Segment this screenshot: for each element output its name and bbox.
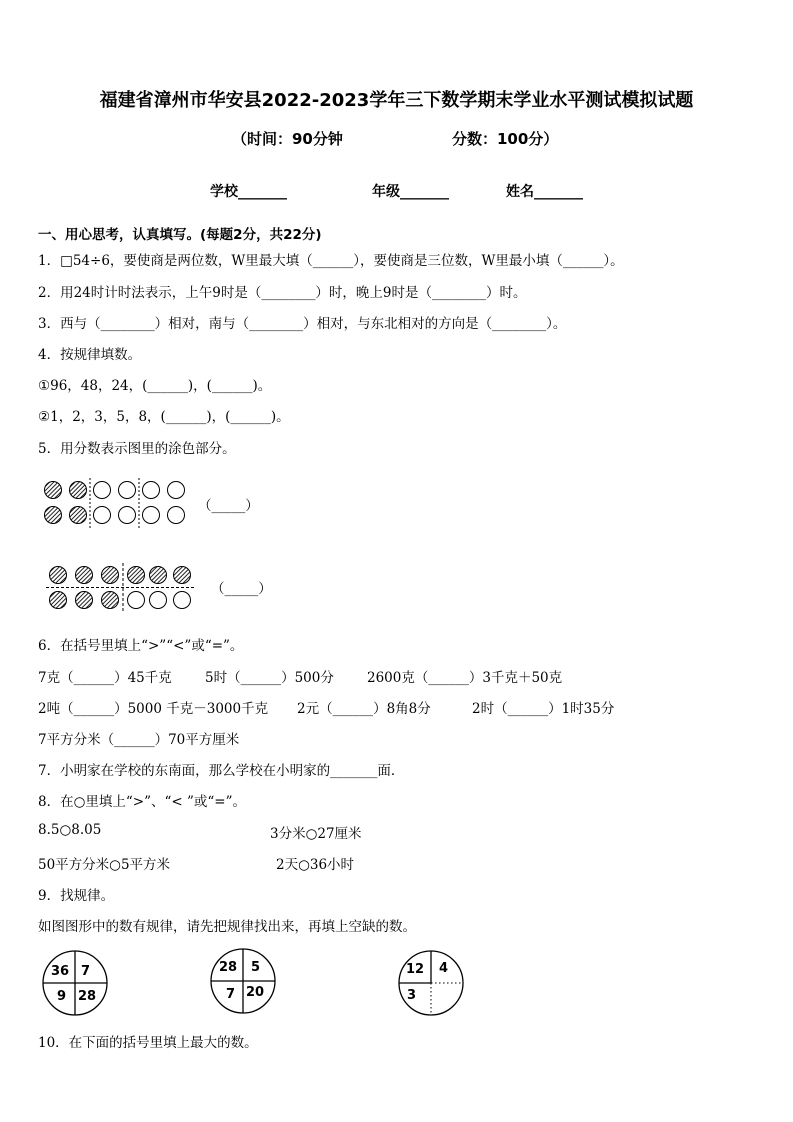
name-field: 姓名_______ [506, 184, 583, 200]
question-9: 9．找规律。 [38, 888, 115, 904]
q6-item: 7平方分米（______）70平方厘米 [38, 732, 240, 748]
number-circle-3 [396, 948, 468, 1018]
question-4a: ①96，48，24，(______)，(______)。 [38, 378, 272, 394]
number-circle-1 [40, 948, 112, 1018]
q8-item: 8.5○8.05 [38, 822, 102, 838]
q6-item: 2时（______）1时35分 [472, 701, 615, 717]
question-2: 2．用24时计时法表示，上午9时是（________）时，晚上9时是（________）时。 [38, 285, 527, 301]
fraction-figure-1 [38, 476, 198, 530]
circle-number: 5 [251, 960, 261, 975]
question-5: 5．用分数表示图里的涂色部分。 [38, 441, 236, 457]
fraction-answer-2: （_____） [211, 581, 272, 597]
question-9-desc: 如图图形中的数有规律，请先把规律找出来，再填上空缺的数。 [38, 919, 416, 935]
grade-field: 年级_______ [372, 184, 449, 200]
circle-number: 12 [406, 962, 425, 977]
circle-number: 28 [219, 960, 238, 975]
circle-number: 20 [246, 985, 265, 1000]
page-title: 福建省漳州市华安县2022-2023学年三下数学期末学业水平测试模拟试题 [99, 90, 694, 111]
q8-item: 3分米○27厘米 [270, 826, 362, 842]
question-4b: ②1，2，3，5，8，(______)，(______)。 [38, 409, 290, 425]
q6-item: 2吨（______）5000 千克－3000千克 [38, 701, 269, 717]
circle-number: 36 [51, 964, 70, 979]
number-circle-2 [208, 946, 280, 1016]
q6-item: 2元（______）8角8分 [297, 701, 431, 717]
fraction-figure-2 [38, 562, 208, 614]
question-10: 10．在下面的括号里填上最大的数。 [38, 1035, 258, 1051]
section-heading: 一、用心思考，认真填写。(每题2分，共22分) [38, 227, 322, 243]
question-6: 6．在括号里填上“>”“<”或“=”。 [38, 638, 244, 654]
q6-item: 2600克（______）3千克＋50克 [367, 670, 563, 686]
question-7: 7．小明家在学校的东南面，那么学校在小明家的_______面． [38, 763, 405, 779]
circle-number: 9 [57, 989, 67, 1004]
q6-item: 7克（______）45千克 [38, 670, 172, 686]
question-8: 8．在○里填上“>”、“< ”或“=”。 [38, 794, 247, 810]
question-4: 4．按规律填数。 [38, 347, 142, 363]
circle-number: 7 [226, 987, 236, 1002]
question-3: 3．西与（________）相对，南与（________）相对，与东北相对的方向是（________）。 [38, 316, 567, 332]
exam-time: （时间：90分钟 [232, 130, 343, 148]
q8-item: 2天○36小时 [276, 857, 355, 873]
q6-item: 5时（______）500分 [205, 670, 334, 686]
circle-number: 4 [439, 961, 449, 976]
circle-number: 28 [78, 989, 97, 1004]
q8-item: 50平方分米○5平方米 [38, 857, 171, 873]
circle-number: 7 [81, 964, 91, 979]
exam-score: 分数：100分） [452, 130, 559, 148]
fraction-answer-1: （_____） [198, 498, 259, 514]
circle-number: 3 [407, 988, 417, 1003]
question-1: 1．□54÷6，要使商是两位数，W里最大填（______），要使商是三位数，W里最小填（______）。 [38, 253, 624, 269]
school-field: 学校_______ [210, 184, 287, 200]
